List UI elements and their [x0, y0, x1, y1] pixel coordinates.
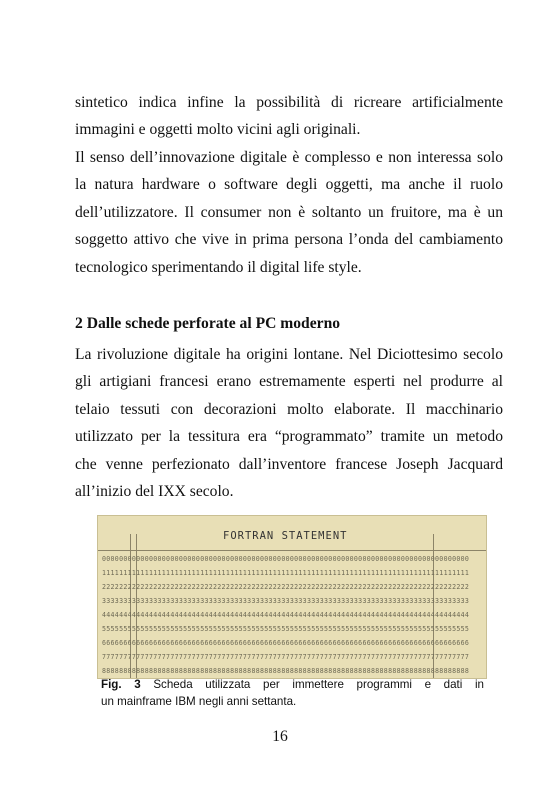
paragraph-line: all’inizio del IXX secolo. — [75, 482, 234, 500]
caption-label: Fig. 3 — [101, 678, 141, 691]
paragraph-3 — [75, 341, 503, 505]
card-title: FORTRAN STATEMENT — [223, 530, 348, 542]
paragraph-line: telaio tessuti con decorazioni molto elaborate. Il macchinario — [75, 400, 503, 418]
card-punch-digits: 00000000000000000000000000000000000000000000000000000000000000000000000000000000000000 11111111111111111111111111111111111111111111111111111111111111111111111111111111111111 22222222222222222222222222222222222222222222222222222222222222222222222222222222222222 33333333333333333333333333333333333333333333333333333333333333333333333333333333333333 44444444444444444444444444444444444444444444444444444444444444444444444444444444444444 55555555555555555555555555555555555555555555555555555555555555555555555555555555555555 66666666666666666666666666666666666666666666666666666666666666666666666666666666666666 77777777777777777777777777777777777777777777777777777777777777777777777777777777777777 88888888888888888888888888888888888888888888888888888888888888888888888888888888888888 — [102, 555, 470, 675]
paragraph-line: tecnologico sperimentando il digital life style. — [75, 258, 362, 276]
paragraph-line: la natura hardware o software degli oggetti, ma anche il ruolo — [75, 176, 503, 194]
caption-text: Scheda utilizzata per immettere programmi e dati in — [153, 678, 484, 691]
paragraph-line: immagini e oggetti molto vicini agli originali. — [75, 121, 361, 139]
paragraph-line: gli artigiani francesi erano estremamente esperti nel produrre al — [75, 373, 503, 391]
paragraph-2 — [75, 144, 503, 281]
page-number: 16 — [272, 728, 288, 745]
card-header — [98, 516, 486, 551]
paragraph-line: che venne perfezionato dall’inventore francese Joseph Jacquard — [75, 455, 503, 473]
punched-card-image — [97, 515, 487, 679]
caption-line: un mainframe IBM negli anni settanta. — [101, 695, 297, 708]
caption-line — [101, 676, 484, 693]
paragraph-line: Il senso dell’innovazione digitale è complesso e non interessa solo — [75, 149, 503, 166]
paragraph-1 — [75, 89, 503, 144]
paragraph-line: La rivoluzione digitale ha origini lontane. Nel Diciottesimo secolo — [75, 346, 503, 363]
paragraph-line: utilizzato per la tessitura era “programmato” tramite un metodo — [75, 428, 503, 446]
paragraph-line: dell’utilizzatore. Il consumer non è soltanto un fruitore, ma è un — [75, 203, 503, 221]
figure-caption — [101, 676, 484, 710]
paragraph-line: soggetto attivo che vive in prima persona l’onda del cambiamento — [75, 231, 503, 249]
paragraph-line: sintetico indica infine la possibilità di ricreare artificialmente — [75, 94, 503, 111]
section-heading: 2 Dalle schede perforate al PC moderno — [75, 315, 341, 332]
